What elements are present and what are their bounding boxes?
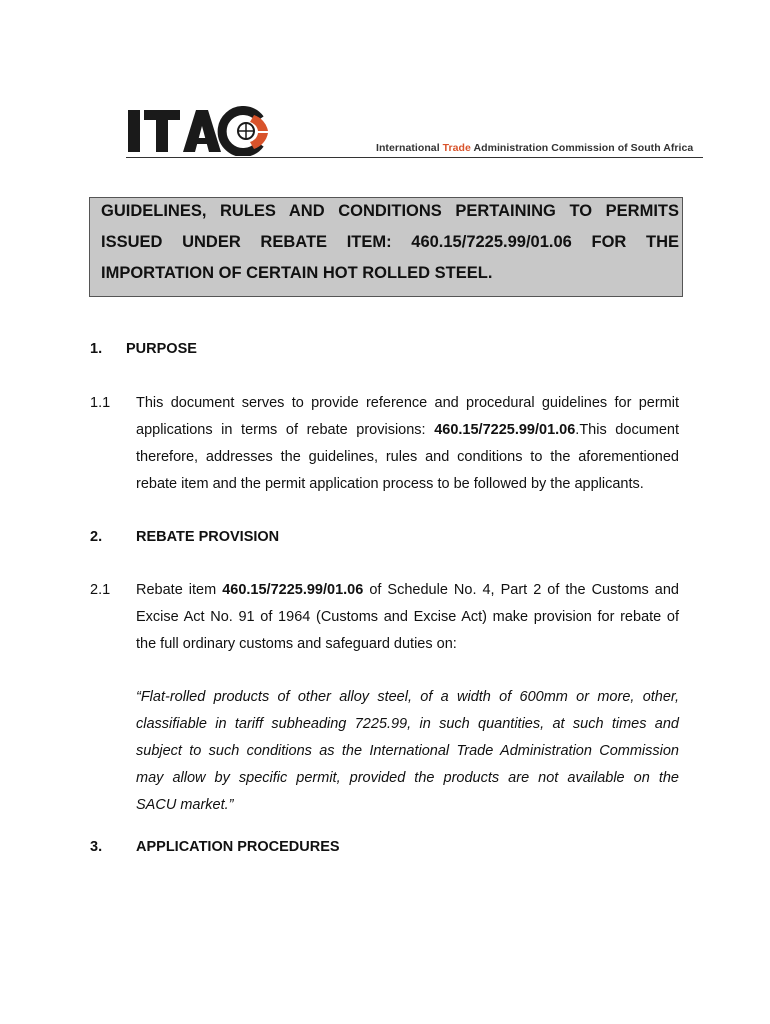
paragraph-2-1-number: 2.1	[90, 582, 111, 598]
section-1-title: PURPOSE	[126, 341, 197, 357]
document-title-box	[89, 197, 683, 297]
title-line-2: ISSUED UNDER REBATE ITEM: 460.15/7225.99/01.06 FOR THE	[101, 233, 679, 251]
section-2-number: 2.	[90, 529, 103, 545]
paragraph-1-1-line-2: applications in terms of rebate provisions: 460.15/7225.99/01.06.This document	[136, 422, 679, 438]
paragraph-2-1-line-3: the full ordinary customs and safeguard duties on:	[136, 636, 457, 652]
quote-line-2: classifiable in tariff subheading 7225.99, in such quantities, at such times and	[136, 716, 679, 732]
itac-logo	[126, 106, 272, 156]
paragraph-2-1-line-1: Rebate item 460.15/7225.99/01.06 of Schedule No. 4, Part 2 of the Customs and	[136, 582, 679, 598]
title-line-3: IMPORTATION OF CERTAIN HOT ROLLED STEEL.	[101, 264, 493, 282]
paragraph-1-1-line-4: rebate item and the permit application process to be followed by the applicants.	[136, 476, 644, 492]
quote-line-3: subject to such conditions as the International Trade Administration Commission	[136, 743, 679, 759]
paragraph-1-1-line-1: This document serves to provide reference and procedural guidelines for permit	[136, 395, 679, 411]
paragraph-1-1-number: 1.1	[90, 395, 111, 411]
section-2-title: REBATE PROVISION	[136, 529, 280, 545]
section-3-title: APPLICATION PROCEDURES	[136, 839, 340, 855]
section-1-number: 1.	[90, 341, 103, 357]
rebate-item-code: 460.15/7225.99/01.06	[434, 422, 576, 438]
itac-tagline: International Trade Administration Commission of South Africa	[376, 142, 694, 154]
quote-line-1: “Flat-rolled products of other alloy steel, of a width of 600mm or more, other,	[136, 689, 679, 705]
quote-line-4: may allow by specific permit, provided the products are not available on the	[136, 770, 679, 786]
quote-line-5: SACU market.”	[136, 797, 234, 813]
title-line-1: GUIDELINES, RULES AND CONDITIONS PERTAINING TO PERMITS	[101, 202, 679, 220]
rebate-item-code: 460.15/7225.99/01.06	[222, 582, 364, 598]
section-3-number: 3.	[90, 839, 103, 855]
header-divider	[126, 157, 703, 158]
paragraph-1-1-line-3: therefore, addresses the guidelines, rules and conditions to the aforementioned	[136, 449, 679, 465]
paragraph-2-1-line-2: Excise Act No. 91 of 1964 (Customs and Excise Act) make provision for rebate of	[136, 609, 679, 625]
